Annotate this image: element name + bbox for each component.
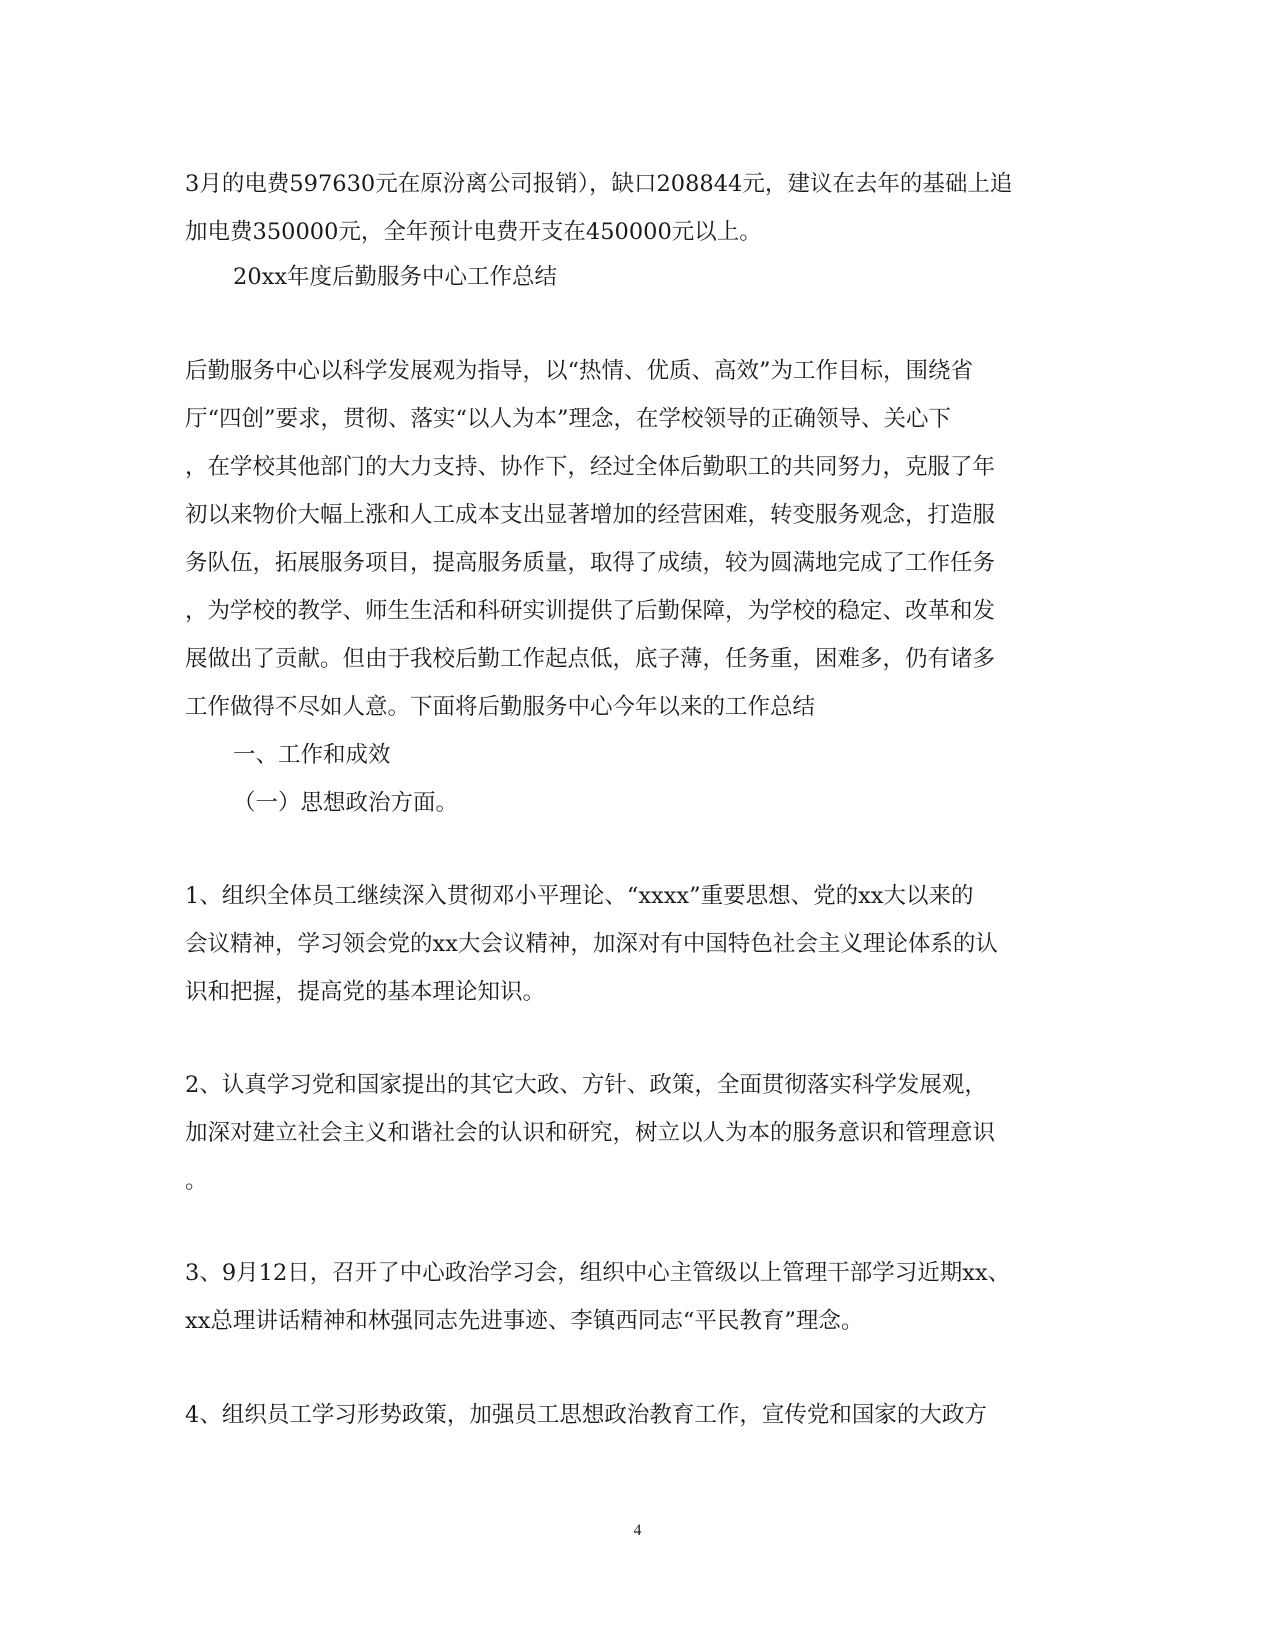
text-line: 务队伍，拓展服务项目，提高服务质量，取得了成绩，较为圆满地完成了工作任务 (185, 550, 996, 576)
text-line: 初以来物价大幅上涨和人工成本支出显著增加的经营困难，转变服务观念，打造服 (185, 502, 996, 528)
text-line: 展做出了贡献。但由于我校后勤工作起点低，底子薄，任务重，困难多，仍有诸多 (185, 646, 996, 672)
list-item-4 (185, 1391, 1085, 1439)
continuation-paragraph (185, 160, 1085, 256)
text-line: 加电费350000元，全年预计电费开支在450000元以上。 (185, 219, 762, 245)
section-title (185, 253, 1085, 301)
text-line: 厅“四创”要求，贯彻、落实“以人为本”理念，在学校领导的正确领导、关心下 (185, 406, 952, 432)
text-line: ，为学校的教学、师生生活和科研实训提供了后勤保障，为学校的稳定、改革和发 (185, 598, 996, 624)
text-line: 工作做得不尽如人意。下面将后勤服务中心今年以来的工作总结 (185, 694, 816, 720)
text-line: 加深对建立社会主义和谐社会的认识和研究，树立以人为本的服务意识和管理意识 (185, 1120, 996, 1146)
text-line: 1、组织全体员工继续深入贯彻邓小平理论、“xxxx”重要思想、党的xx大以来的 (185, 883, 974, 909)
text-line: 后勤服务中心以科学发展观为指导，以“热情、优质、高效”为工作目标，围绕省 (185, 358, 974, 384)
text-line: 3月的电费597630元在原汾离公司报销），缺口208844元，建议在去年的基础上追 (185, 171, 1013, 197)
list-item-1 (185, 872, 1085, 1016)
list-item-3 (185, 1249, 1085, 1345)
text-line: 3、9月12日，召开了中心政治学习会，组织中心主管级以上管理干部学习近期xx、 (185, 1260, 1011, 1286)
text-line: ，在学校其他部门的大力支持、协作下，经过全体后勤职工的共同努力，克服了年 (185, 454, 996, 480)
text-line: 2、认真学习党和国家提出的其它大政、方针、政策，全面贯彻落实科学发展观， (185, 1072, 987, 1098)
text-line: 。 (185, 1168, 208, 1194)
text-line: xx总理讲话精神和林强同志先进事迹、李镇西同志“平民教育”理念。 (185, 1308, 864, 1334)
heading-text: （一）思想政治方面。 (233, 790, 459, 816)
section-title-text: 20xx年度后勤服务中心工作总结 (233, 264, 558, 290)
intro-paragraph (185, 347, 1085, 731)
text-line: 4、组织员工学习形势政策，加强员工思想政治教育工作，宣传党和国家的大政方 (185, 1402, 987, 1428)
text-line: 会议精神，学习领会党的xx大会议精神，加深对有中国特色社会主义理论体系的认 (185, 931, 998, 957)
heading-text: 一、工作和成效 (233, 742, 391, 768)
text-line: 识和把握，提高党的基本理论知识。 (185, 979, 546, 1005)
heading-political (185, 779, 1085, 827)
page-number: 4 (633, 1522, 642, 1539)
heading-work-results (185, 731, 1085, 779)
list-item-2 (185, 1061, 1085, 1205)
